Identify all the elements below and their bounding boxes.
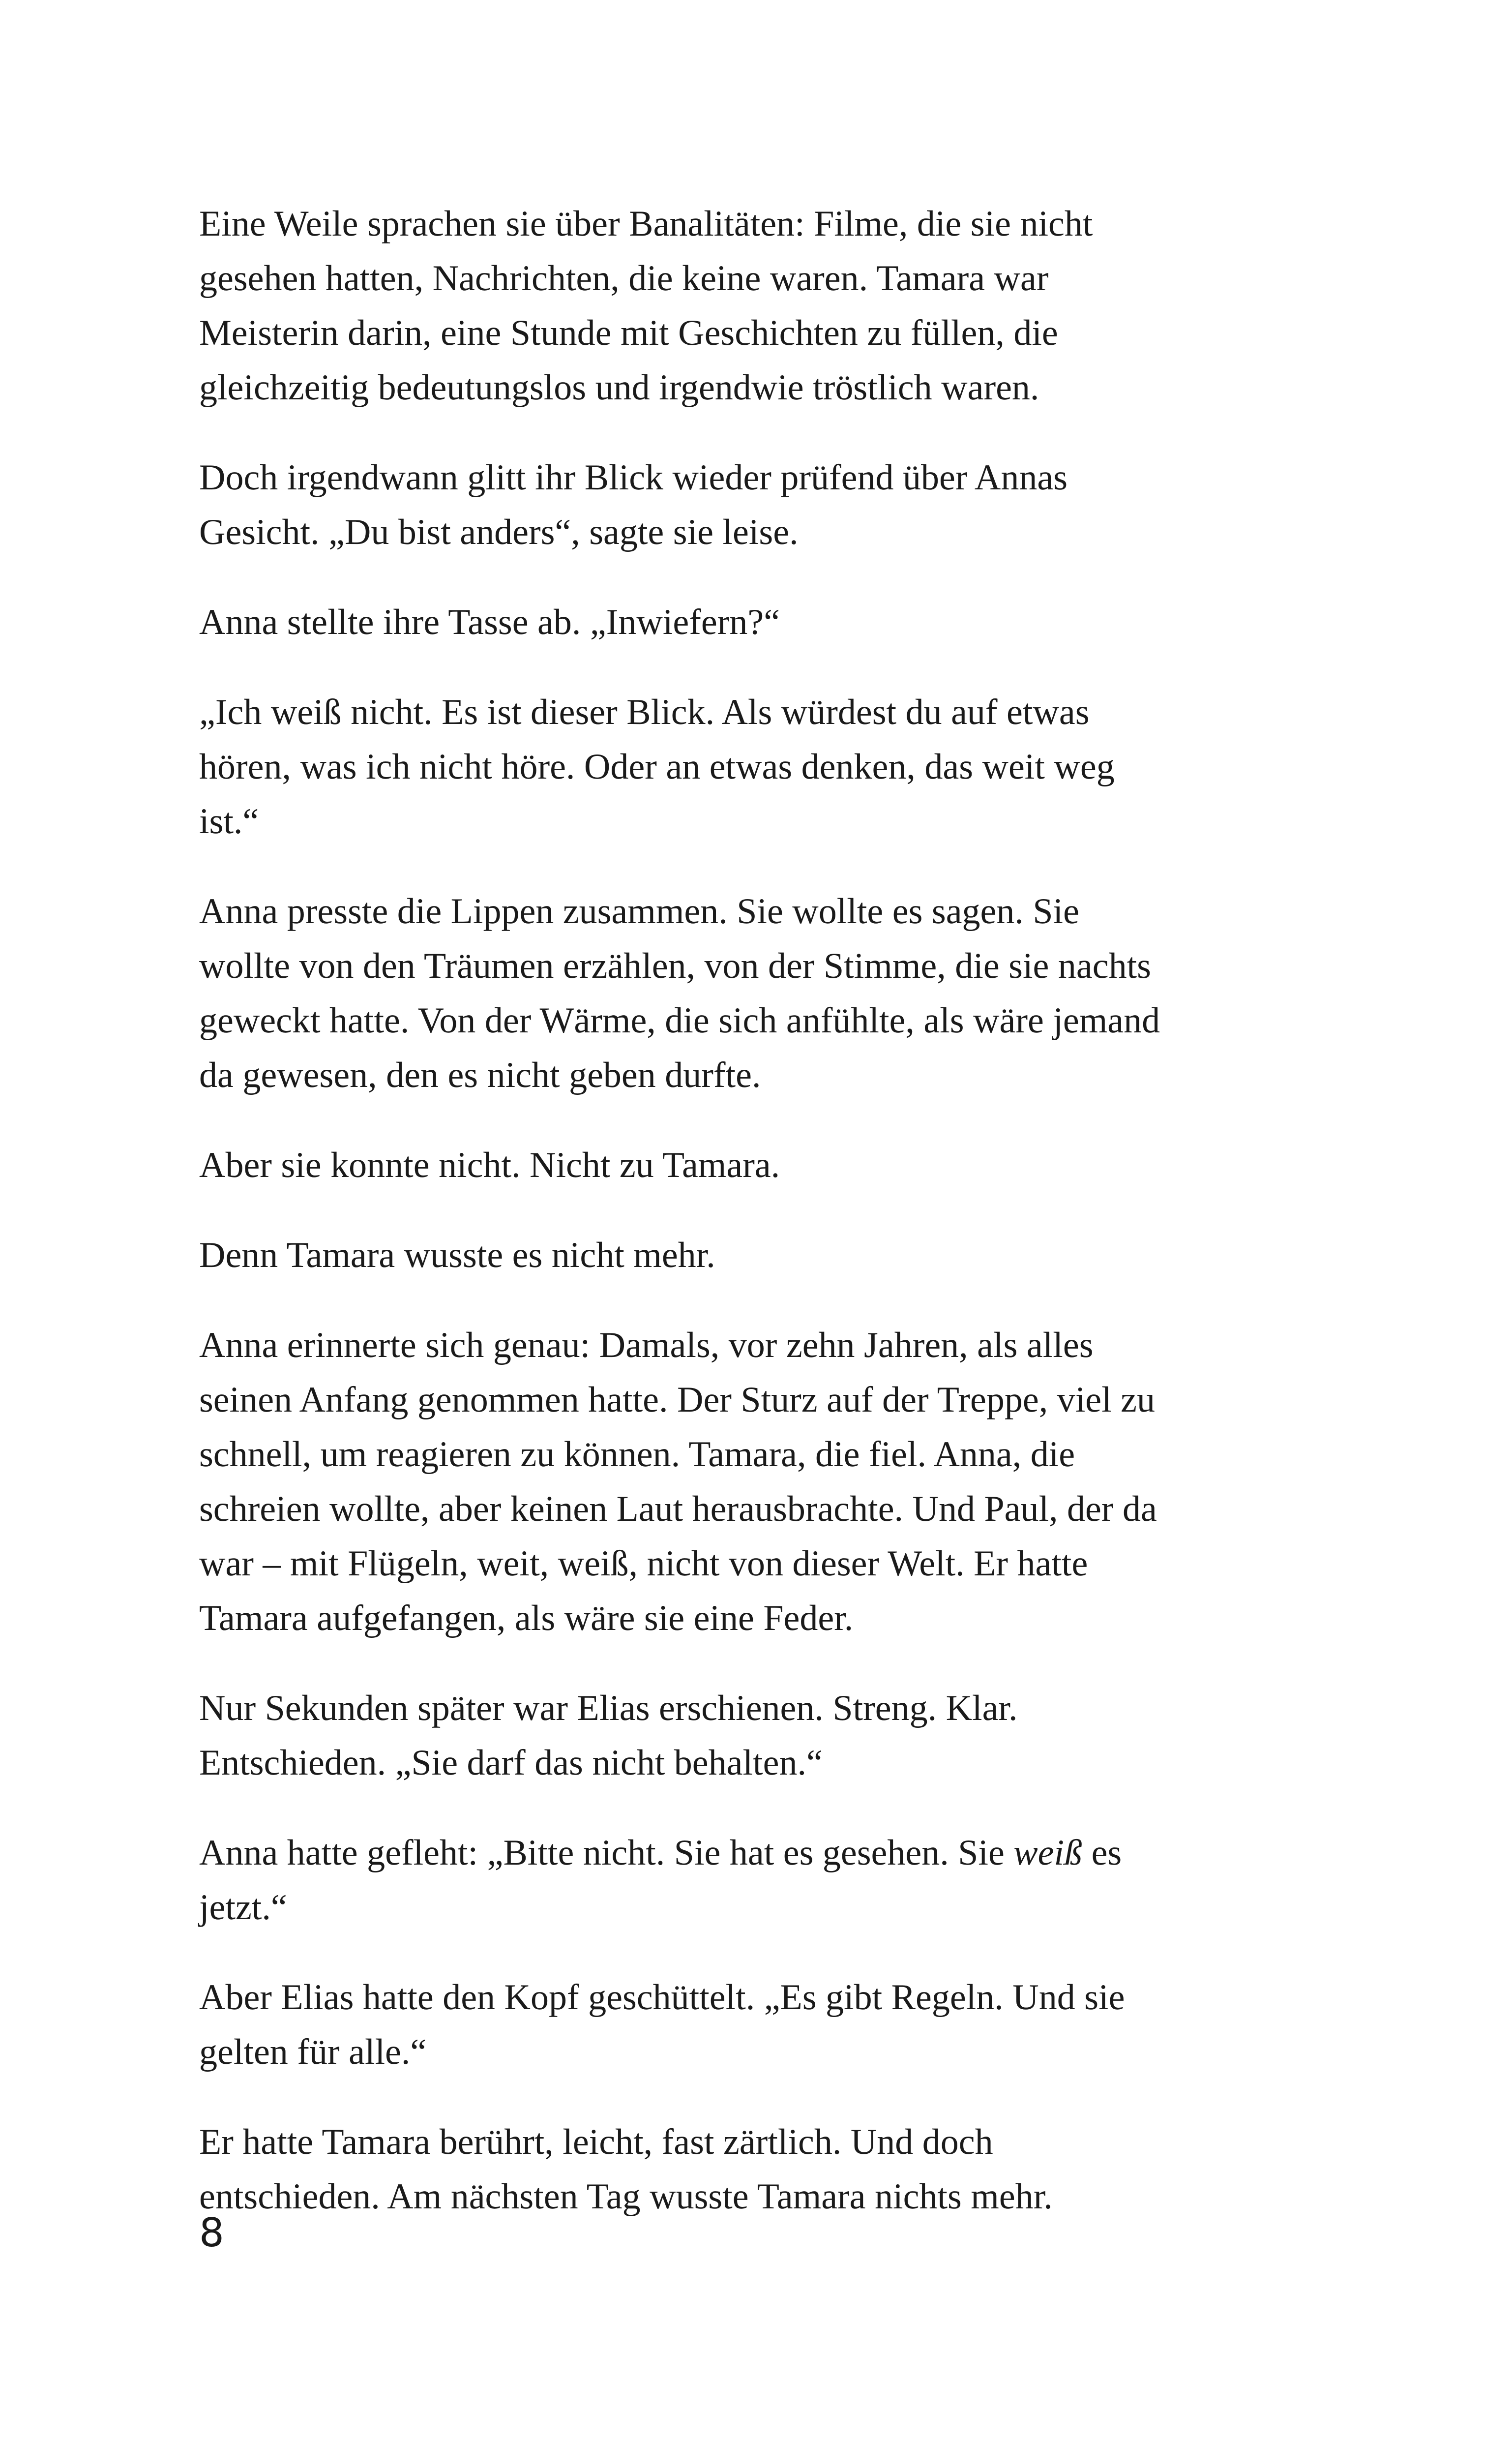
paragraph-7: Denn Tamara wusste es nicht mehr. — [199, 1235, 715, 1275]
paragraph-10-emphasis: weiß — [1013, 1833, 1083, 1873]
paragraph-3: Anna stellte ihre Tasse ab. „Inwiefern?“ — [199, 602, 780, 642]
paragraph-2: Doch irgendwann glitt ihr Blick wieder prüfend über Annas Gesicht. „Du bist anders“, sagte sie leise. — [199, 457, 1067, 552]
paragraph-1: Eine Weile sprachen sie über Banalitäten: Filme, die sie nicht gesehen hatten, Nachrichten, die keine waren. Tamara war Meisterin darin, eine Stunde mit Geschichten zu füllen, die gleichzeitig bedeutungslos und irgendwie tröstlich waren. — [199, 204, 1093, 408]
paragraph-10 — [199, 1826, 1320, 1935]
paragraph-5: Anna presste die Lippen zusammen. Sie wollte es sagen. Sie wollte von den Träumen erzählen, von der Stimme, die sie nachts geweckt hatte. Von der Wärme, die sich anfühlte, als wäre jemand da gewesen, den es nicht geben durfte. — [199, 891, 1160, 1095]
paragraph-10-after: es jetzt.“ — [199, 1833, 1122, 1928]
paragraph-11: Aber Elias hatte den Kopf geschüttelt. „Es gibt Regeln. Und sie gelten für alle.“ — [199, 1977, 1125, 2072]
page-number: 8 — [199, 2210, 224, 2256]
body-text — [199, 197, 1320, 2260]
paragraph-6: Aber sie konnte nicht. Nicht zu Tamara. — [199, 1145, 780, 1185]
paragraph-4: „Ich weiß nicht. Es ist dieser Blick. Als würdest du auf etwas hören, was ich nicht höre. Oder an etwas denken, das weit weg ist.“ — [199, 692, 1115, 842]
paragraph-12: Er hatte Tamara berührt, leicht, fast zärtlich. Und doch entschieden. Am nächsten Tag wusste Tamara nichts mehr. — [199, 2122, 1053, 2217]
paragraph-9: Nur Sekunden später war Elias erschienen. Streng. Klar. Entschieden. „Sie darf das nicht behalten.“ — [199, 1688, 1018, 1783]
paragraph-10-before: Anna hatte gefleht: „Bitte nicht. Sie hat es gesehen. Sie — [199, 1833, 1014, 1873]
paragraph-8: Anna erinnerte sich genau: Damals, vor zehn Jahren, als alles seinen Anfang genommen hatte. Der Sturz auf der Treppe, viel zu schnell, um reagieren zu können. Tamara, die fiel. Anna, die schreien wollte, aber keinen Laut herausbrachte. Und Paul, der da war – mit Flügeln, weit, weiß, nicht von dieser Welt. Er hatte Tamara aufgefangen, als wäre sie eine Feder. — [199, 1325, 1157, 1638]
